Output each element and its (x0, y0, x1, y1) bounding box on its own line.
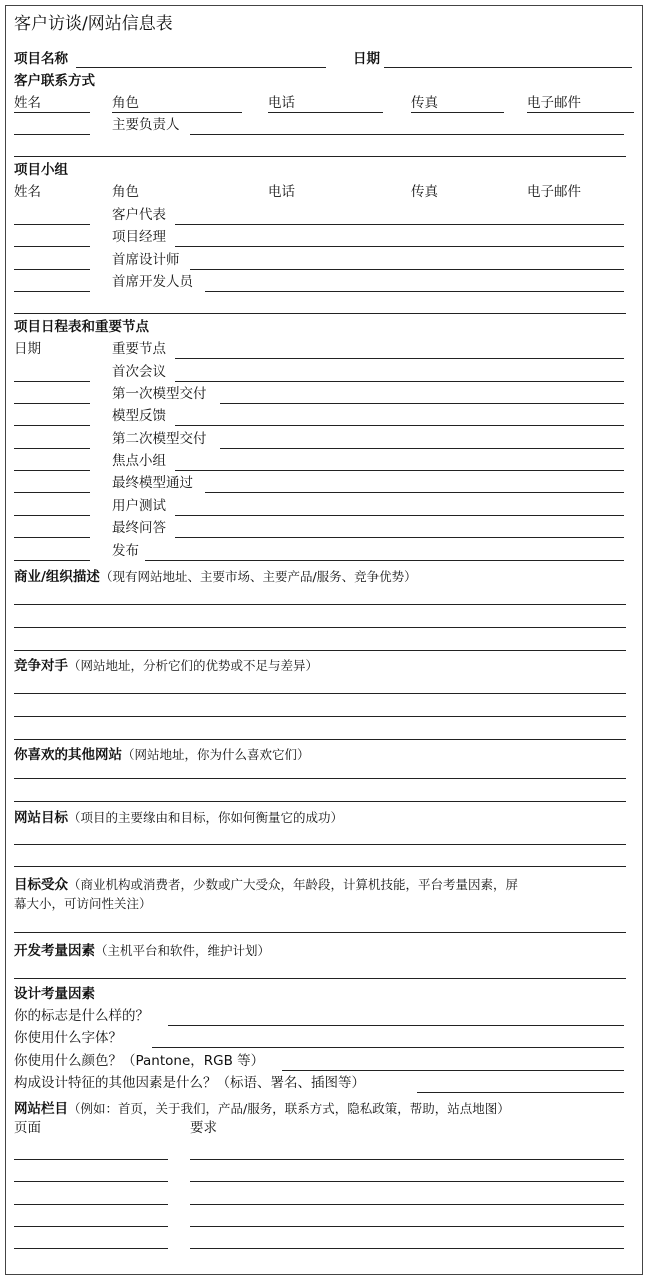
answer-line[interactable] (14, 739, 626, 740)
sections-note: （例如：首页，关于我们，产品/服务，联系方式，隐私政策，帮助，站点地图） (68, 1101, 510, 1116)
date-field[interactable] (14, 448, 90, 449)
date-field[interactable] (14, 492, 90, 493)
milestone-label: 最终模型通过 (112, 475, 193, 491)
design-question: 构成设计特征的其他因素是什么？（标语、署名、插图等） (14, 1075, 365, 1091)
col-phone-label: 电话 (268, 184, 295, 200)
page-field[interactable] (14, 1181, 168, 1182)
date-field[interactable] (14, 403, 90, 404)
answer-line[interactable] (14, 844, 626, 845)
answer-line[interactable] (14, 801, 626, 802)
business-note: （现有网站地址、主要市场、主要产品/服务、竞争优势） (99, 569, 417, 584)
col-role-label: 角色 (112, 184, 139, 200)
dev-heading: 开发考量因素 (14, 943, 95, 959)
name-field[interactable] (14, 269, 90, 270)
dev-heading-row (14, 942, 270, 959)
requirement-field[interactable] (190, 1159, 624, 1160)
project-name-label: 项目名称 (14, 51, 68, 67)
fax-underline (411, 112, 504, 113)
answer-line[interactable] (282, 1070, 624, 1071)
design-heading: 设计考量因素 (14, 986, 95, 1002)
role-underline (112, 112, 242, 113)
date-field[interactable] (14, 515, 90, 516)
col-name-label: 姓名 (14, 184, 41, 200)
page-field[interactable] (14, 1159, 168, 1160)
page-title: 客户访谈/网站信息表 (14, 14, 173, 34)
role-label: 首席设计师 (112, 252, 180, 268)
col-email-label: 电子邮件 (527, 95, 581, 111)
audience-note-line2: 幕大小，可访问性关注） (14, 896, 152, 911)
competitors-heading: 竞争对手 (14, 658, 68, 674)
name-field[interactable] (14, 224, 90, 225)
sections-heading-row (14, 1100, 510, 1117)
requirement-field[interactable] (190, 1181, 624, 1182)
milestone-field[interactable] (205, 492, 624, 493)
col-fax-label: 传真 (411, 184, 438, 200)
milestone-field[interactable] (145, 560, 624, 561)
blank-line[interactable] (14, 313, 626, 314)
liked-sites-heading-row (14, 746, 310, 763)
goals-heading-row (14, 809, 343, 826)
answer-line[interactable] (14, 778, 626, 779)
goals-note: （项目的主要缘由和目标，你如何衡量它的成功） (68, 810, 344, 825)
requirement-field[interactable] (190, 1204, 624, 1205)
blank-line[interactable] (14, 156, 626, 157)
contact-field[interactable] (190, 134, 624, 135)
milestone-label: 第一次模型交付 (112, 386, 207, 402)
col-email-label: 电子邮件 (527, 184, 581, 200)
team-heading: 项目小组 (14, 162, 68, 178)
name-field[interactable] (14, 246, 90, 247)
milestone-label: 用户测试 (112, 498, 166, 514)
design-question: 你使用什么颜色？（Pantone，RGB 等） (14, 1053, 265, 1069)
answer-line[interactable] (14, 650, 626, 651)
name-underline (14, 112, 90, 113)
design-question: 你使用什么字体？ (14, 1030, 122, 1046)
milestone-label: 第二次模型交付 (112, 431, 207, 447)
answer-line[interactable] (14, 716, 626, 717)
audience-heading: 目标受众 (14, 877, 68, 893)
milestone-label: 发布 (112, 543, 139, 559)
role-label: 主要负责人 (112, 117, 180, 133)
milestone-field[interactable] (220, 448, 624, 449)
date-field[interactable] (14, 381, 90, 382)
answer-line[interactable] (14, 978, 626, 979)
date-field[interactable] (14, 470, 90, 471)
col-phone-label: 电话 (268, 95, 295, 111)
col-role-label: 角色 (112, 95, 139, 111)
col-requirement-label: 要求 (190, 1120, 217, 1136)
page-field[interactable] (14, 1248, 168, 1249)
client-contact-heading: 客户联系方式 (14, 73, 95, 89)
milestone-field[interactable] (220, 403, 624, 404)
milestone-field[interactable] (175, 358, 624, 359)
date-label: 日期 (353, 51, 380, 67)
role-label: 项目经理 (112, 229, 166, 245)
answer-line[interactable] (14, 693, 626, 694)
answer-line[interactable] (14, 932, 626, 933)
answer-line[interactable] (152, 1047, 624, 1048)
milestone-label: 焦点小组 (112, 453, 166, 469)
audience-heading-row (14, 876, 518, 893)
schedule-heading: 项目日程表和重要节点 (14, 319, 149, 335)
milestone-field[interactable] (175, 381, 624, 382)
page-field[interactable] (14, 1226, 168, 1227)
contact-field[interactable] (175, 246, 624, 247)
goals-heading: 网站目标 (14, 810, 68, 826)
milestone-label: 首次会议 (112, 364, 166, 380)
project-name-field[interactable] (76, 67, 326, 68)
liked-sites-heading: 你喜欢的其他网站 (14, 747, 122, 763)
contact-field[interactable] (190, 269, 624, 270)
role-label: 首席开发人员 (112, 274, 193, 290)
email-underline (527, 112, 634, 113)
design-question: 你的标志是什么样的？ (14, 1008, 149, 1024)
milestone-label: 最终问答 (112, 520, 166, 536)
competitors-heading-row (14, 657, 318, 674)
page-field[interactable] (14, 1204, 168, 1205)
role-label: 客户代表 (112, 207, 166, 223)
milestone-field[interactable] (175, 537, 624, 538)
liked-sites-note: （网站地址，你为什么喜欢它们） (122, 747, 310, 762)
date-field[interactable] (14, 537, 90, 538)
date-field[interactable] (14, 425, 90, 426)
answer-line[interactable] (417, 1092, 624, 1093)
milestone-field[interactable] (175, 515, 624, 516)
competitors-note: （网站地址，分析它们的优势或不足与差异） (68, 658, 319, 673)
dev-note: （主机平台和软件，维护计划） (95, 943, 271, 958)
answer-line[interactable] (14, 866, 626, 867)
date-field[interactable] (14, 560, 90, 561)
col-date-label: 日期 (14, 341, 41, 357)
name-field[interactable] (14, 134, 90, 135)
contact-field[interactable] (205, 291, 624, 292)
business-heading-row (14, 568, 417, 585)
answer-line[interactable] (14, 604, 626, 605)
sections-heading: 网站栏目 (14, 1101, 68, 1117)
milestone-label: 重要节点 (112, 341, 166, 357)
phone-underline (268, 112, 383, 113)
col-fax-label: 传真 (411, 95, 438, 111)
milestone-field[interactable] (175, 425, 624, 426)
col-page-label: 页面 (14, 1120, 41, 1136)
col-name-label: 姓名 (14, 95, 41, 111)
contact-field[interactable] (175, 224, 624, 225)
milestone-field[interactable] (175, 470, 624, 471)
date-field[interactable] (384, 67, 632, 68)
requirement-field[interactable] (190, 1248, 624, 1249)
requirement-field[interactable] (190, 1226, 624, 1227)
business-heading: 商业/组织描述 (14, 569, 100, 585)
audience-note: （商业机构或消费者，少数或广大受众，年龄段，计算机技能，平台考量因素，屏 (68, 877, 519, 892)
name-field[interactable] (14, 291, 90, 292)
milestone-label: 模型反馈 (112, 408, 166, 424)
answer-line[interactable] (168, 1025, 624, 1026)
answer-line[interactable] (14, 627, 626, 628)
